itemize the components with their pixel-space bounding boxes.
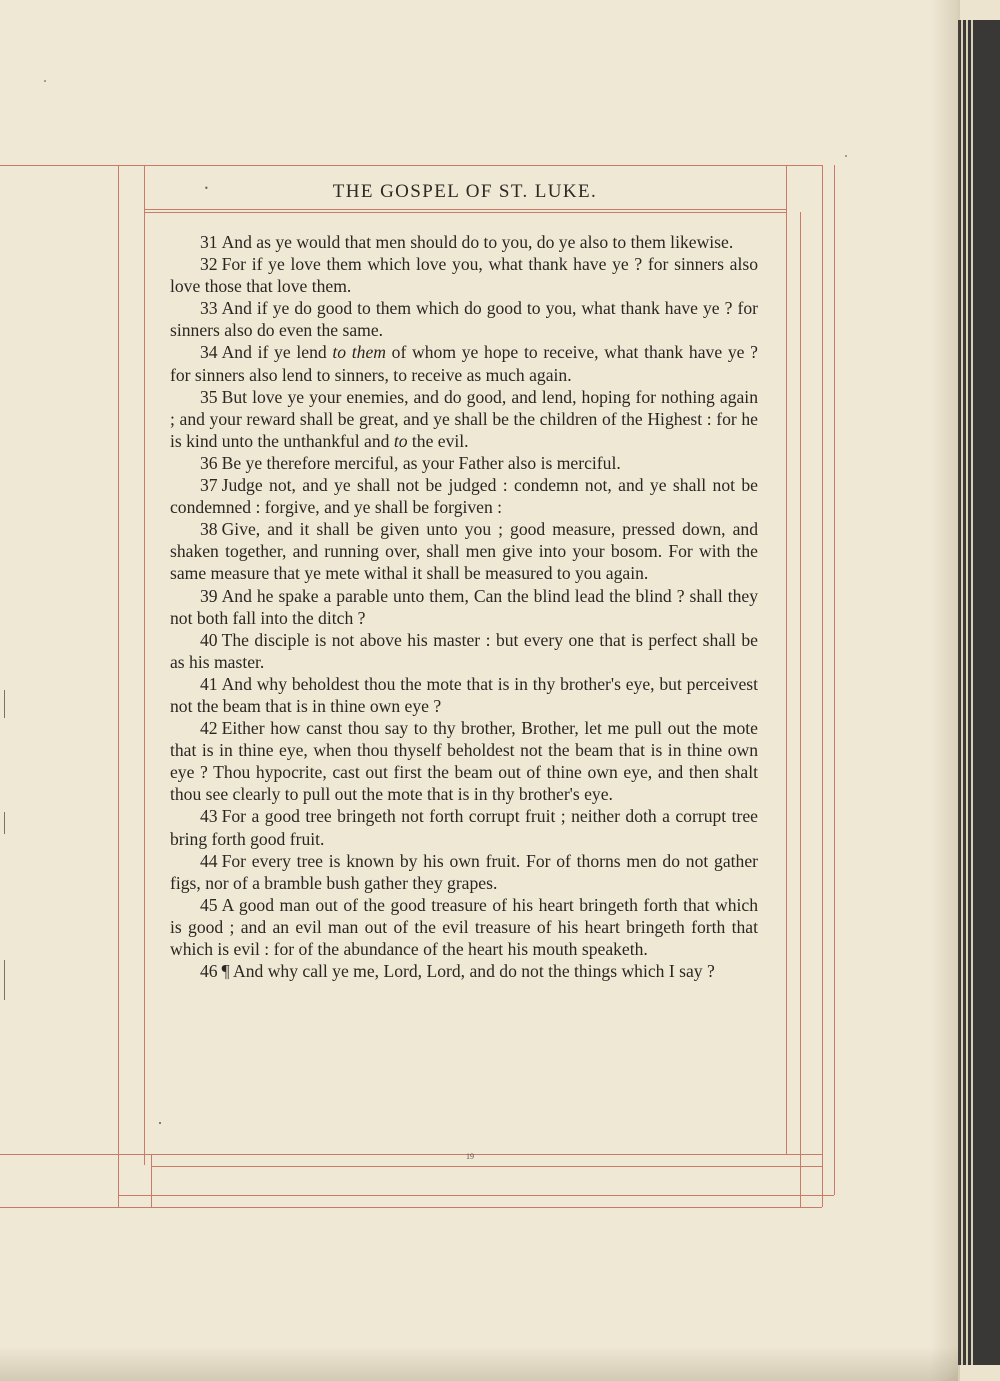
verse-number: 33 [200,298,218,319]
binding-shadow [930,0,960,1381]
verse-39 [170,585,758,629]
verse-number: 45 [200,894,218,915]
verse-38 [170,518,758,584]
paper-speck [44,80,46,82]
verse-number: 41 [200,673,218,694]
running-head: THE GOSPEL OF ST. LUKE. [332,181,598,202]
bottom-shadow [0,1346,958,1381]
verse-number: 44 [200,850,218,871]
verse-number: 37 [200,475,218,496]
verse-number: 38 [200,519,218,540]
verse-text: For every tree is known by his own fruit. For of thorns men do not gather figs, nor of a bramble bush gather they grapes. [170,850,758,893]
verse-text: Either how canst thou say to thy brother, Brother, let me pull out the mote that is in thine eye, when thou thyself beholdest not the beam that is in thine own eye ? Thou hypocrite, cast out first the beam out of thine own eye, and then shalt thou see clearly to pull out the mote that is in thy brother's eye. [170,718,758,805]
verse-43 [170,805,758,849]
verse-41 [170,673,758,717]
verse-34 [170,341,758,385]
margin-mark [4,690,5,718]
verse-number: 39 [200,585,218,606]
verse-31 [170,231,758,253]
verse-text: And he spake a parable unto them, Can the blind lead the blind ? shall they not both fall into the ditch ? [170,585,758,628]
verse-text: of whom ye hope to receive, what thank have ye ? for sinners also lend to sinners, to receive as much again. [170,342,758,385]
verse-number: 42 [200,718,218,739]
verse-number: 36 [200,452,218,473]
head-ornament-dot: • [204,184,209,193]
paper-speck [845,155,847,157]
verse-35 [170,386,758,452]
verse-40 [170,629,758,673]
verse-text: A good man out of the good treasure of his heart bringeth forth that which is good ; and an evil man out of the evil treasure of his heart bringeth forth that which is evil : for of the abundance of the heart his mouth speaketh. [170,894,758,959]
verse-text: Give, and it shall be given unto you ; good measure, pressed down, and shaken together, and running over, shall men give into your bosom. For with the same measure that ye mete withal it shall be measured to you again. [170,519,758,584]
verse-37 [170,474,758,518]
verse-text: For a good tree bringeth not forth corrupt fruit ; neither doth a corrupt tree bring forth good fruit. [170,806,758,849]
verse-text: But love ye your enemies, and do good, and lend, hoping for nothing again ; and your reward shall be great, and ye shall be the children of the Highest : for he is kind unto the unthankful and [170,386,758,451]
verse-text: The disciple is not above his master : but every one that is perfect shall be as his master. [170,629,758,672]
margin-mark [4,812,5,834]
verse-46 [170,960,758,982]
verse-42 [170,717,758,805]
verse-text: And why beholdest thou the mote that is in thy brother's eye, but perceivest not the beam that is in thine own eye ? [170,673,758,716]
verse-number: 31 [200,232,218,252]
verse-text: And if ye lend [221,342,333,363]
verse-33 [170,297,758,341]
page-number: 19 [466,1152,474,1161]
verse-text: ¶ And why call ye me, Lord, Lord, and do not the things which I say ? [221,961,715,982]
verse-text: Judge not, and ye shall not be judged : condemn not, and ye shall not be condemned : forgive, and ye shall be forgiven : [170,475,758,518]
scripture-text [170,231,758,982]
verse-number: 46 [200,961,218,982]
verse-text: For if ye love them which love you, what thank have ye ? for sinners also love those that love them. [170,254,758,297]
verse-text: the evil. [407,430,469,451]
verse-italic: to them [332,342,386,363]
verse-44 [170,850,758,894]
verse-text: Be ye therefore merciful, as your Father also is merciful. [221,452,621,473]
verse-italic: to [393,430,408,451]
margin-mark [4,960,5,1000]
verse-text: And as ye would that men should do to you, do ye also to them likewise. [221,232,734,252]
verse-32 [170,253,758,297]
verse-number: 35 [200,386,218,407]
verse-number: 43 [200,806,218,827]
paper-speck [159,1122,161,1124]
verse-45 [170,894,758,960]
verse-number: 34 [200,342,218,363]
verse-36 [170,452,758,474]
verse-number: 40 [200,629,218,650]
verse-number: 32 [200,254,218,275]
verse-text: And if ye do good to them which do good to you, what thank have ye ? for sinners also do even the same. [170,298,758,341]
